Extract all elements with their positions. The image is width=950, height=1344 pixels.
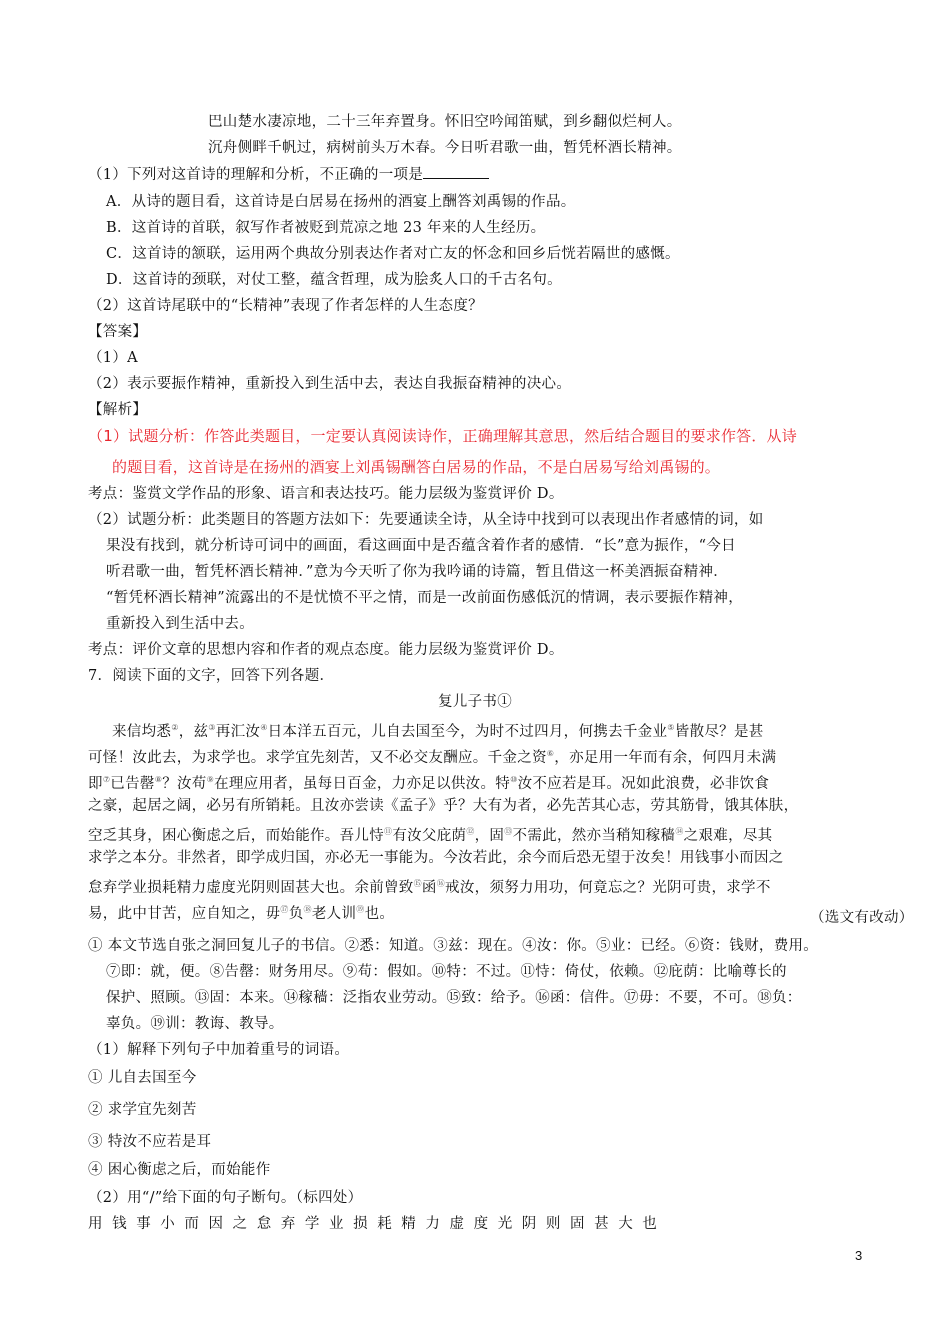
answer-blank (423, 164, 489, 179)
kaodian-1: 考点：鉴赏文学作品的形象、语言和表达技巧。能力层级为鉴赏评价 D。 (88, 486, 564, 502)
passage-text: 再汇汝 (215, 724, 261, 740)
footnote-marker: ⑫ (466, 827, 475, 836)
answer-heading: 【答案】 (88, 324, 148, 340)
passage-text: 皆散尽？是甚 (674, 724, 764, 740)
option-c: C．这首诗的颔联，运用两个典故分别表达作者对亡友的怀念和回乡后恍若隔世的感慨。 (106, 246, 680, 262)
kaodian-2: 考点：评价文章的思想内容和作者的观点态度。能力层级为鉴赏评价 D。 (88, 642, 564, 658)
footnote-marker: ⑰ (280, 905, 289, 914)
passage-line (88, 900, 394, 924)
passage-text: 在理应用者，虽每日百金，力亦足以供汝。特 (214, 776, 511, 792)
option-d: D．这首诗的颈联，对仗工整，蕴含哲理，成为脍炙人口的千古名句。 (106, 272, 562, 288)
footnote-marker: ⑤ (667, 723, 675, 732)
footnote-marker: ⑧ (154, 775, 163, 784)
subquestion-1-item-2: ② 求学宜先刻苦 (88, 1102, 197, 1118)
note-line-2: ⑦即：就，便。⑧告罄：财务用尽。⑨苟：假如。⑩特：不过。⑪恃：倚仗，依赖。⑫庇荫：比喻尊长的 (106, 964, 787, 980)
analysis-1-line-1: （1）试题分析：作答此类题目，一定要认真阅读诗作，正确理解其意思，然后结合题目的要求作答．从诗 (88, 427, 797, 445)
subquestion-1-item-3: ③ 特汝不应若是耳 (88, 1134, 212, 1150)
passage-text: 可怪！汝此去，为求学也。求学宜先刻苦，又不必交友酬应。千金之资 (88, 750, 547, 766)
poem-line-1: 巴山楚水凄凉地，二十三年弃置身。怀旧空吟闻笛赋，到乡翻似烂柯人。 (208, 114, 682, 130)
passage-text: 老人训 (311, 906, 357, 922)
subquestion-1-item-4: ④ 困心衡虑之后，而始能作 (88, 1162, 271, 1178)
passage-line (88, 848, 784, 868)
passage-title: 复儿子书① (438, 694, 512, 710)
subquestion-2-stem: （2）用“/”给下面的句子断句。（标四处） (88, 1190, 363, 1206)
passage-text: 也。 (364, 906, 395, 922)
passage-line (88, 796, 798, 816)
passage-text: 负 (288, 906, 304, 922)
source-note: （选文有改动） (810, 910, 914, 926)
footnote-marker: ④ (260, 723, 268, 732)
option-a: A．从诗的题目看，这首诗是白居易在扬州的酒宴上酬答刘禹锡的作品。 (106, 194, 576, 210)
passage-text: 怠弃学业损耗精力虚度光阴则固甚大也。余前曾致 (88, 880, 414, 896)
analysis-2-line-2: 果没有找到，就分析诗可词中的画面，看这画面中是否蕴含着作者的感情．“长”意为振作，“今日 (106, 538, 736, 554)
footnote-marker: ⑦ (102, 775, 111, 784)
analysis-2-line-4: “暂凭杯酒长精神”流露出的不是忧愤不平之情，而是一改前面伤感低沉的情调，表示要振作精神， (106, 590, 744, 606)
footnote-marker: ⑱ (303, 905, 312, 914)
footnote-marker: ⑪ (384, 827, 393, 836)
answer-2: （2）表示要振作精神，重新投入到生活中去，表达自我振奋精神的决心。 (88, 376, 572, 392)
passage-line (88, 770, 769, 794)
passage-text: 之豪，起居之阔，必另有所销耗。且汝亦尝读《孟子》乎？大有为者，必先苦其心志，劳其筋骨，饿其体肤， (88, 798, 799, 814)
passage-text: 即 (88, 776, 103, 792)
subquestion-1-item-1: ① 儿自去国至今 (88, 1070, 197, 1086)
note-line-1: ① 本文节选自张之洞回复儿子的书信。②悉：知道。③兹：现在。④汝：你。⑤业：已经。⑥资：钱财，费用。 (88, 938, 819, 954)
answer-1: （1）A (88, 350, 138, 366)
passage-line (88, 822, 772, 846)
footnote-marker: ⑮ (413, 879, 422, 888)
passage-text: 已告罄 (110, 776, 155, 792)
passage-text: 易，此中甘苦，应自知之，毋 (88, 906, 281, 922)
subquestion-2-sentence: 用钱事小而因之怠弃学业损耗精力虚度光阴则固甚大也 (88, 1216, 667, 1232)
footnote-marker: ⑯ (436, 879, 446, 888)
footnote-marker: ② (171, 723, 179, 732)
note-line-4: 辜负。⑲训：教诲、教导。 (106, 1016, 284, 1032)
question-1-stem-text: （1）下列对这首诗的理解和分析，不正确的一项是 (88, 167, 424, 183)
footnote-marker: ⑥ (546, 749, 555, 758)
passage-text: 求学之本分。非然者，即学成归国，亦必无一事能为。今汝若此，余今而后恐无望于汝矣！用钱事小而因之 (88, 850, 784, 866)
question-2-stem: （2）这首诗尾联中的“长精神”表现了作者怎样的人生态度？ (88, 298, 483, 314)
analysis-2-line-1: （2）试题分析：此类题目的答题方法如下：先要通读全诗，从全诗中找到可以表现出作者感情的词，如 (88, 512, 764, 528)
passage-line (112, 718, 764, 742)
analysis-2-line-3: 听君歌一曲，暂凭杯酒长精神．”意为今天听了你为我吟诵的诗篇，暂且借这一杯美酒振奋精神． (106, 564, 729, 580)
subquestion-1-stem: （1）解释下列句子中加着重号的词语。 (88, 1042, 350, 1058)
question-1-stem (88, 164, 489, 185)
passage-text: 戒汝，须努力用功，何竟忘之？光阴可贵，求学不 (445, 880, 771, 896)
analysis-heading: 【解析】 (88, 402, 148, 418)
footnote-marker: ⑨ (206, 775, 215, 784)
passage-text: 之艰难，尽其 (683, 828, 773, 844)
passage-text: 不需此，然亦当稍知稼穑 (512, 828, 676, 844)
passage-text: 空乏其身，困心衡虑之后，而始能作。吾儿恃 (88, 828, 384, 844)
passage-text: 有汝父庇荫 (392, 828, 467, 844)
option-b: B．这首诗的首联，叙写作者被贬到荒凉之地 23 年来的人生经历。 (106, 220, 546, 236)
passage-text: 函 (421, 880, 437, 896)
passage-text: 来信均悉 (112, 724, 172, 740)
footnote-marker: ⑩ (510, 775, 518, 784)
poem-line-2: 沉舟侧畔千帆过，病树前头万木春。今日听君歌一曲，暂凭杯酒长精神。 (208, 140, 682, 156)
passage-text: ，兹 (178, 724, 209, 740)
passage-text: 日本洋五百元，儿自去国至今，为时不过四月，何携去千金业 (267, 724, 668, 740)
passage-text: ，亦足用一年而有余，何四月未满 (554, 750, 777, 766)
passage-line (88, 744, 776, 768)
question-7-stem: 7．阅读下面的文字，回答下列各题． (88, 668, 335, 684)
passage-text: 汝不应若是耳。况如此浪费，必非饮食 (517, 776, 770, 792)
footnote-marker: ⑬ (504, 827, 513, 836)
passage-line (88, 874, 771, 898)
footnote-marker: ⑭ (675, 827, 684, 836)
footnote-marker: ③ (208, 723, 216, 732)
note-line-3: 保护、照顾。⑬固：本来。⑭稼穑：泛指农业劳动。⑮致：给予。⑯函：信件。⑰毋：不要，不可。⑱负： (106, 990, 802, 1006)
analysis-1-line-2: 的题目看，这首诗是在扬州的酒宴上刘禹锡酬答白居易的作品，不是白居易写给刘禹锡的。 (112, 458, 721, 476)
passage-text: ，固 (474, 828, 505, 844)
page-number: 3 (855, 1248, 863, 1263)
footnote-marker: ⑲ (356, 905, 365, 914)
passage-text: ？汝苟 (162, 776, 207, 792)
analysis-2-line-5: 重新投入到生活中去。 (106, 616, 254, 632)
